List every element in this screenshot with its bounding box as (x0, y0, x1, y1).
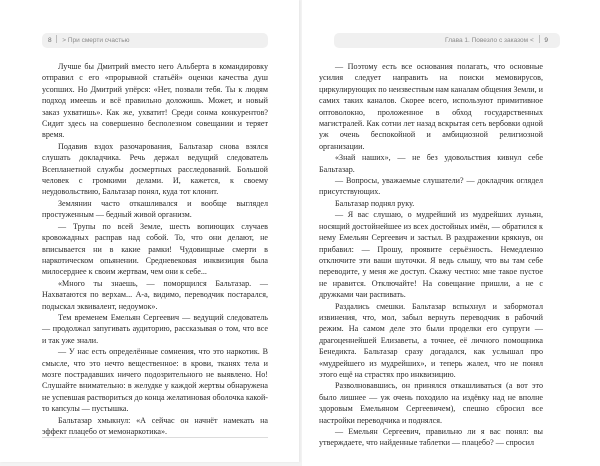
right-page-body (319, 61, 543, 449)
header-divider (539, 35, 540, 43)
book-title: > При смерти счастью (62, 37, 130, 44)
paragraph: — Вопросы, уважаемые слушатели? — докладчик оглядел присутствующих. (319, 176, 543, 197)
chapter-title: Глава 1. Повезло с заказом < (445, 37, 534, 44)
left-page-body (42, 61, 268, 437)
paragraph: «Много ты знаешь, — поморщился Бальтазар. — Нахватаются по верхам... А-а, видимо, переводчик постарался, подыскал эквивалент, недоумок». (42, 278, 268, 311)
paragraph: Раздались смешки. Бальтазар вспыхнул и забормотал извинения, что, мол, забыл вернуть переводчик в рабочий режим. На самом деле это были проделки его супруги — драгоценнейшей Елизаветы, а точнее, её личного помощника Бенедикта. Бальтазар сразу догадался, как услышал про «мудрейшего из мудрейших», и теперь жалел, что не понял этого ещё на страстях про инквизицию. (319, 301, 543, 379)
paragraph: — Емельян Сергеевич, правильно ли я вас понял: вы утверждаете, что найденные таблетки — плацебо? — спросил (319, 427, 543, 448)
paragraph: — У нас есть определённые сомнения, что это наркотик. В смысле, что это нечто вещественное: в крови, тканях тела и мозге пострадавших ничего подозрительного не выявлено. Но! Слушайте внимательно: в желудке у каждой жертвы обнаружена не успевшая раствориться до конца желатиновая оболочка какой-то капсулы — пустышка. (42, 347, 268, 414)
left-page (0, 0, 299, 462)
footer-rule (42, 437, 268, 438)
paragraph: Бальтазар хмыкнул: «А сейчас он начнёт намекать на эффект плацебо от мемонаркотика». (42, 415, 268, 436)
right-page (302, 0, 600, 466)
paragraph: — Я вас слушаю, о мудрейший из мудрейших луньян, носящий достойнейшее из всех достойных имён, — обратился к нему Емельян Сергеевич и застыл. В раздражении крякнув, он прибавил: — Прошу, проявите серьёзность. Немедленно отключите эти ваши шуточки. Я ведь слышу, что вы там себе переводите, у меня же доступ. Скажу честно: мне такое пустое не нравится. Отключайте! На совещание пришли, а не с дружками чаи распивать. (319, 210, 543, 300)
paragraph: — Трупы по всей Земле, шесть вопиющих случаев кровожадных расправ над собой. То, что они делают, не вписывается ни в какие рамки! Чудовищные смерти в наркотическом опьянении. Средневековая инквизиция была милосерднее к своим жертвам, чем они к себе... (42, 221, 268, 277)
paragraph: Разволновавшись, он принялся откашливаться (а вот это было лишнее — уж очень походило на издёвку над не вполне здоровым Емельяном Сергеевичем), спешно сбросил все настройки переводчика и поднялся. (319, 381, 543, 425)
paragraph: Подавив вздох разочарования, Бальтазар снова взялся слушать докладчика. Речь держал ведущий следователь Всепланетной службы досмертных расследований. Большой человек с громкими делами. И, кажется, к своему неудовольствию, Бальтазар понял, куда тот клонит. (42, 141, 268, 197)
left-running-header (42, 33, 268, 48)
paragraph: — Поэтому есть все основания полагать, что основные усилия следует направить на поиски мемовирусов, циркулирующих по неизвестным нам каналам общения Земли, и самих таких каналов. Скорее всего, используют примитивное оптоволокно, проложенное в обход государственных магистралей. Как сотни лет назад вскрытая сеть вербовки одной уж очень беспокойной и амбициозной религиозной организации. (319, 62, 543, 151)
page-number: 8 (48, 37, 52, 44)
paragraph: Лучше бы Дмитрий вместо него Альберта в командировку отправил с его «прорывной статьёй» оценки качества душ усопших. Но Дмитрий упёрся: «Нет, позвали тебя. Ты к людям подход имеешь и всё правильно доложишь. Может, и новый заказ ухватишь». Как же, ухватит! Среди сонма конкурентов? Сидит здесь на совершенно бесполезном совещании и теряет время. (42, 62, 268, 140)
paragraph: Тем временем Емельян Сергеевич — ведущий следователь — продолжал запугивать аудиторию, рассказывая о том, что все и так уже знали. (42, 312, 268, 345)
page-number: 9 (544, 37, 548, 44)
right-running-header (334, 33, 560, 48)
paragraph: Бальтазар поднял руку. (335, 198, 415, 208)
paragraph: «Знай наших», — не без удовольствия кивнул себе Бальтазар. (319, 153, 543, 174)
paragraph: Землянин часто откашливался и вообще выглядел простуженным — бедный живой организм. (42, 198, 268, 220)
header-divider (56, 35, 57, 43)
